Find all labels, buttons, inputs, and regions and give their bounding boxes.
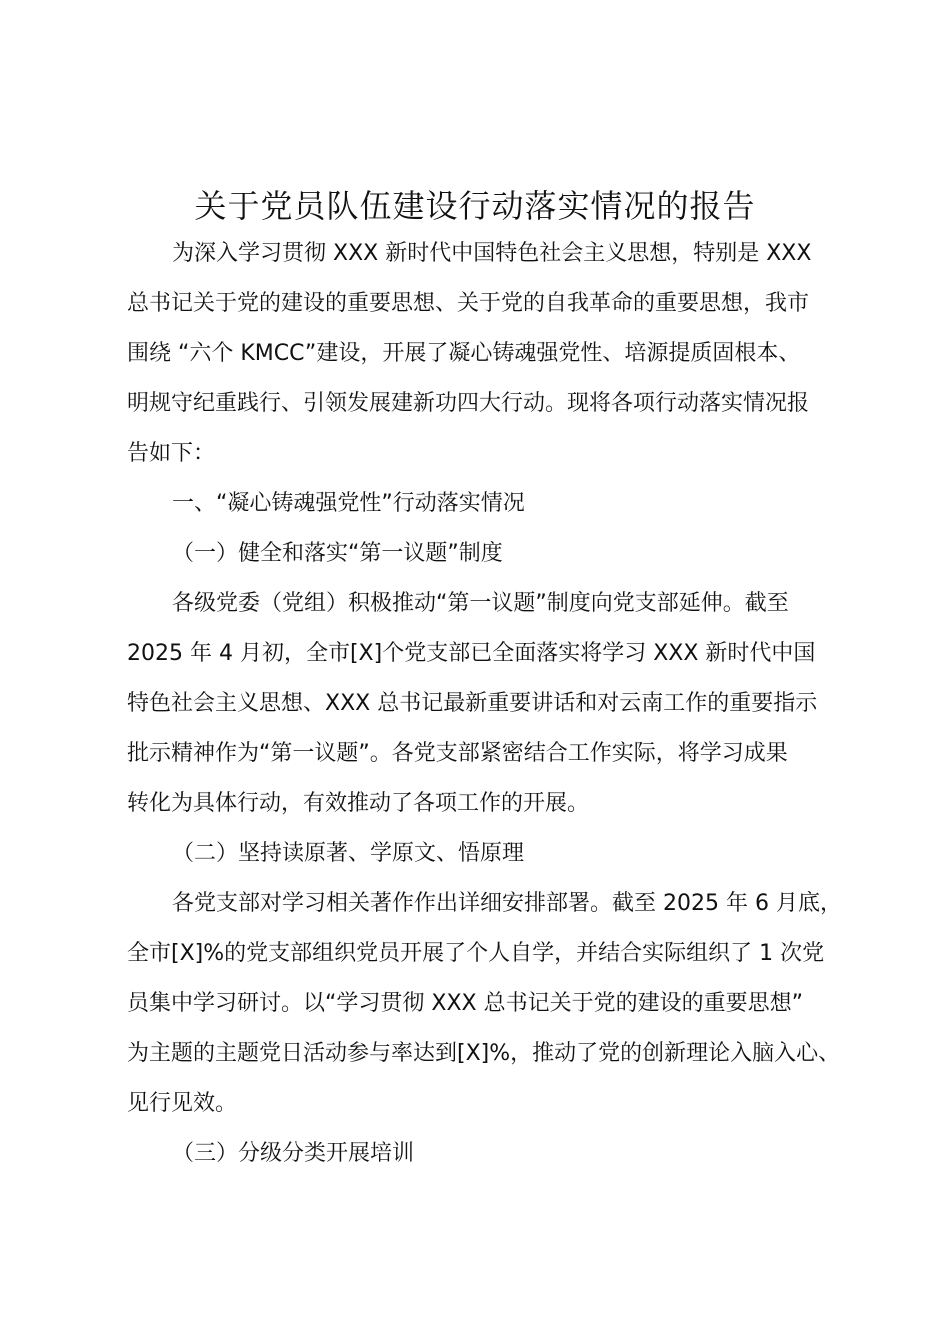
paragraph-line: 转化为具体行动，有效推动了各项工作的开展。 — [127, 791, 590, 816]
paragraph-line: 见行见效。 — [127, 1091, 238, 1116]
paragraph-line: 为深入学习贯彻 XXX 新时代中国特色社会主义思想，特别是 XXX — [172, 241, 812, 266]
document-title: 关于党员队伍建设行动落实情况的报告 — [194, 187, 756, 225]
subsection-heading: （二）坚持读原著、学原文、悟原理 — [172, 841, 525, 866]
paragraph-line: 总书记关于党的建设的重要思想、关于党的自我革命的重要思想，我市 — [127, 291, 810, 316]
paragraph-line: 明规守纪重践行、引领发展建新功四大行动。现将各项行动落实情况报 — [127, 391, 810, 416]
section-heading: 一、“凝心铸魂强党性”行动落实情况 — [172, 491, 525, 516]
paragraph-line: 特色社会主义思想、XXX 总书记最新重要讲话和对云南工作的重要指示 — [127, 691, 818, 716]
paragraph-line: 告如下： — [127, 441, 216, 466]
paragraph-line: 全市[X]%的党支部组织党员开展了个人自学，并结合实际组织了 1 次党 — [127, 941, 825, 966]
paragraph-line: 为主题的主题党日活动参与率达到[X]%，推动了党的创新理论入脑入心、 — [127, 1041, 841, 1066]
subsection-heading: （一）健全和落实“第一议题”制度 — [172, 541, 503, 566]
paragraph-line: 员集中学习研讨。以“学习贯彻 XXX 总书记关于党的建设的重要思想” — [127, 991, 803, 1016]
paragraph-line: 2025 年 4 月初，全市[X]个党支部已全面落实将学习 XXX 新时代中国 — [127, 641, 816, 666]
paragraph-line: 各级党委（党组）积极推动“第一议题”制度向党支部延伸。截至 — [172, 591, 789, 616]
subsection-heading: （三）分级分类开展培训 — [172, 1141, 415, 1166]
paragraph-line: 批示精神作为“第一议题”。各党支部紧密结合工作实际，将学习成果 — [127, 741, 788, 766]
paragraph-line: 各党支部对学习相关著作作出详细安排部署。截至 2025 年 6 月底， — [172, 891, 842, 916]
paragraph-line: 围绕 “六个 KMCC”建设，开展了凝心铸魂强党性、培源提质固根本、 — [127, 341, 801, 366]
